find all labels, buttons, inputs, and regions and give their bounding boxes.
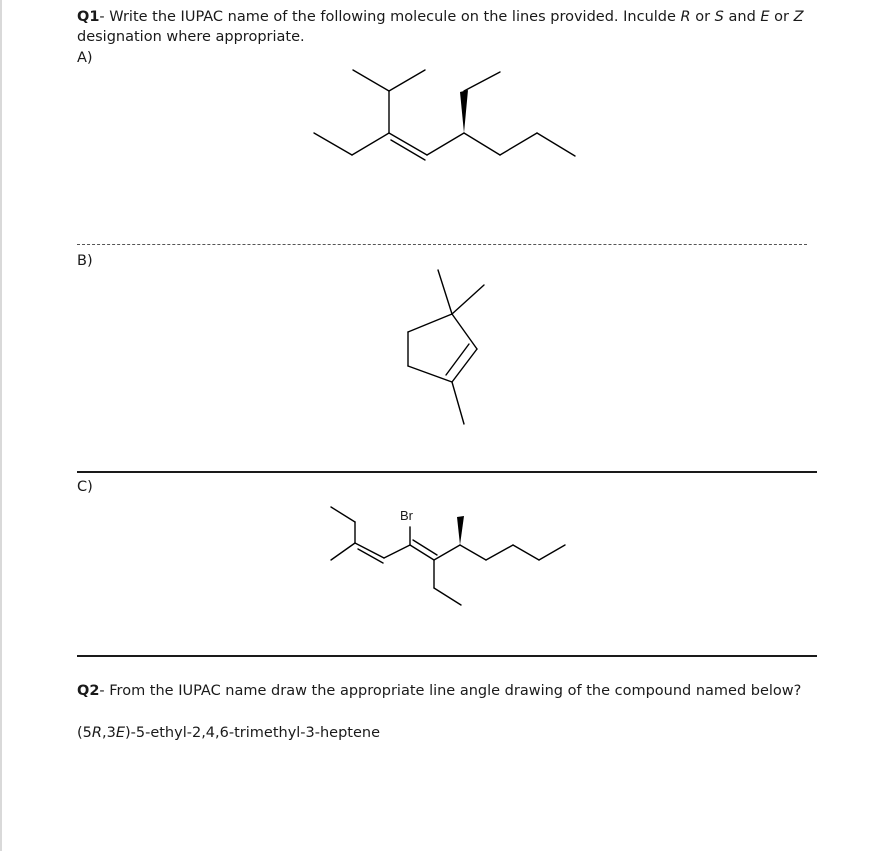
q1-prompt: Q1- Write the IUPAC name of the following molecule on the lines provided. Inculde R or S and E or Z [77,9,804,25]
answer-line-c [77,655,817,657]
part-b-label: B) [77,253,93,269]
q2-number: Q2 [77,683,100,699]
q2-compound-name: (5R,3E)-5-ethyl-2,4,6-trimethyl-3-heptene [77,725,381,741]
part-a-label: A) [77,50,93,66]
bromine-atom-label: Br [400,508,413,523]
q1-prompt-line2: designation where appropriate. [77,29,305,45]
q1-number: Q1 [77,9,100,25]
part-c-label: C) [77,479,93,495]
q2-prompt: Q2- From the IUPAC name draw the appropriate line angle drawing of the compound named below? [77,683,802,699]
